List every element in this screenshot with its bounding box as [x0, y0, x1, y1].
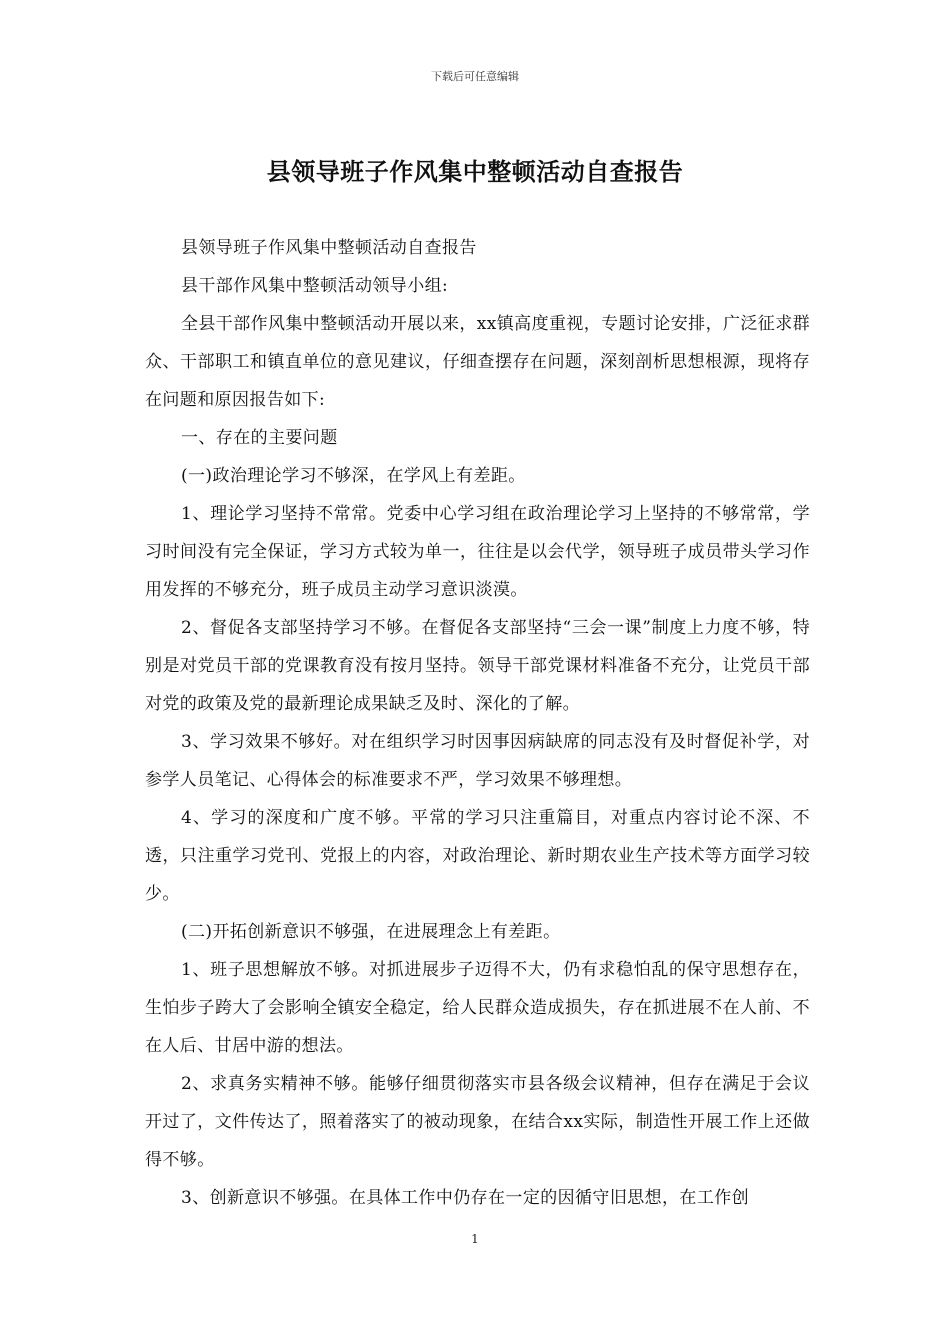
- paragraph-item-2-1: 1、班子思想解放不够。对抓进展步子迈得不大，仍有求稳怕乱的保守思想存在，生怕步子跨大了会影响全镇安全稳定，给人民群众造成损失，存在抓进展不在人前、不在人后、甘居中游的想法。: [145, 960, 810, 1056]
- paragraph-item-1-3: 3、学习效果不够好。对在组织学习时因事因病缺席的同志没有及时督促补学，对参学人员笔记、心得体会的标准要求不严，学习效果不够理想。: [145, 732, 810, 790]
- subsection-heading-1: (一)政治理论学习不够深，在学风上有差距。: [181, 466, 526, 486]
- paragraph-intro: 全县干部作风集中整顿活动开展以来，xx镇高度重视，专题讨论安排，广泛征求群众、干部职工和镇直单位的意见建议，仔细查摆存在问题，深刻剖析思想根源，现将存在问题和原因报告如下:: [145, 314, 810, 410]
- document-title: 县领导班子作风集中整顿活动自查报告: [266, 157, 684, 186]
- paragraph-item-2-2: 2、求真务实精神不够。能够仔细贯彻落实市县各级会议精神，但存在满足于会议开过了，文件传达了，照着落实了的被动现象，在结合xx实际，制造性开展工作上还做得不够。: [145, 1074, 810, 1170]
- page-number: 1: [471, 1232, 479, 1246]
- paragraph-item-2-3: 3、创新意识不够强。在具体工作中仍存在一定的因循守旧思想，在工作创: [181, 1188, 750, 1208]
- section-heading-main-problems: 一、存在的主要问题: [181, 428, 338, 448]
- subsection-heading-2: (二)开拓创新意识不够强，在进展理念上有差距。: [181, 922, 561, 942]
- document-body: [145, 229, 810, 1217]
- paragraph-item-1-1: 1、理论学习坚持不常常。党委中心学习组在政治理论学习上坚持的不够常常，学习时间没有完全保证，学习方式较为单一，往往是以会代学，领导班子成员带头学习作用发挥的不够充分，班子成员主动学习意识淡漠。: [145, 504, 810, 600]
- paragraph-report-title: 县领导班子作风集中整顿活动自查报告: [181, 238, 477, 258]
- paragraph-item-1-4: 4、学习的深度和广度不够。平常的学习只注重篇目，对重点内容讨论不深、不透，只注重学习党刊、党报上的内容，对政治理论、新时期农业生产技术等方面学习较少。: [145, 808, 810, 904]
- header-note: 下载后可任意编辑: [431, 70, 519, 83]
- paragraph-addressee: 县干部作风集中整顿活动领导小组:: [181, 276, 449, 296]
- paragraph-item-1-2: 2、督促各支部坚持学习不够。在督促各支部坚持“三会一课”制度上力度不够，特别是对党员干部的党课教育没有按月坚持。领导干部党课材料准备不充分，让党员干部对党的政策及党的最新理论成果缺乏及时、深化的了解。: [145, 618, 810, 714]
